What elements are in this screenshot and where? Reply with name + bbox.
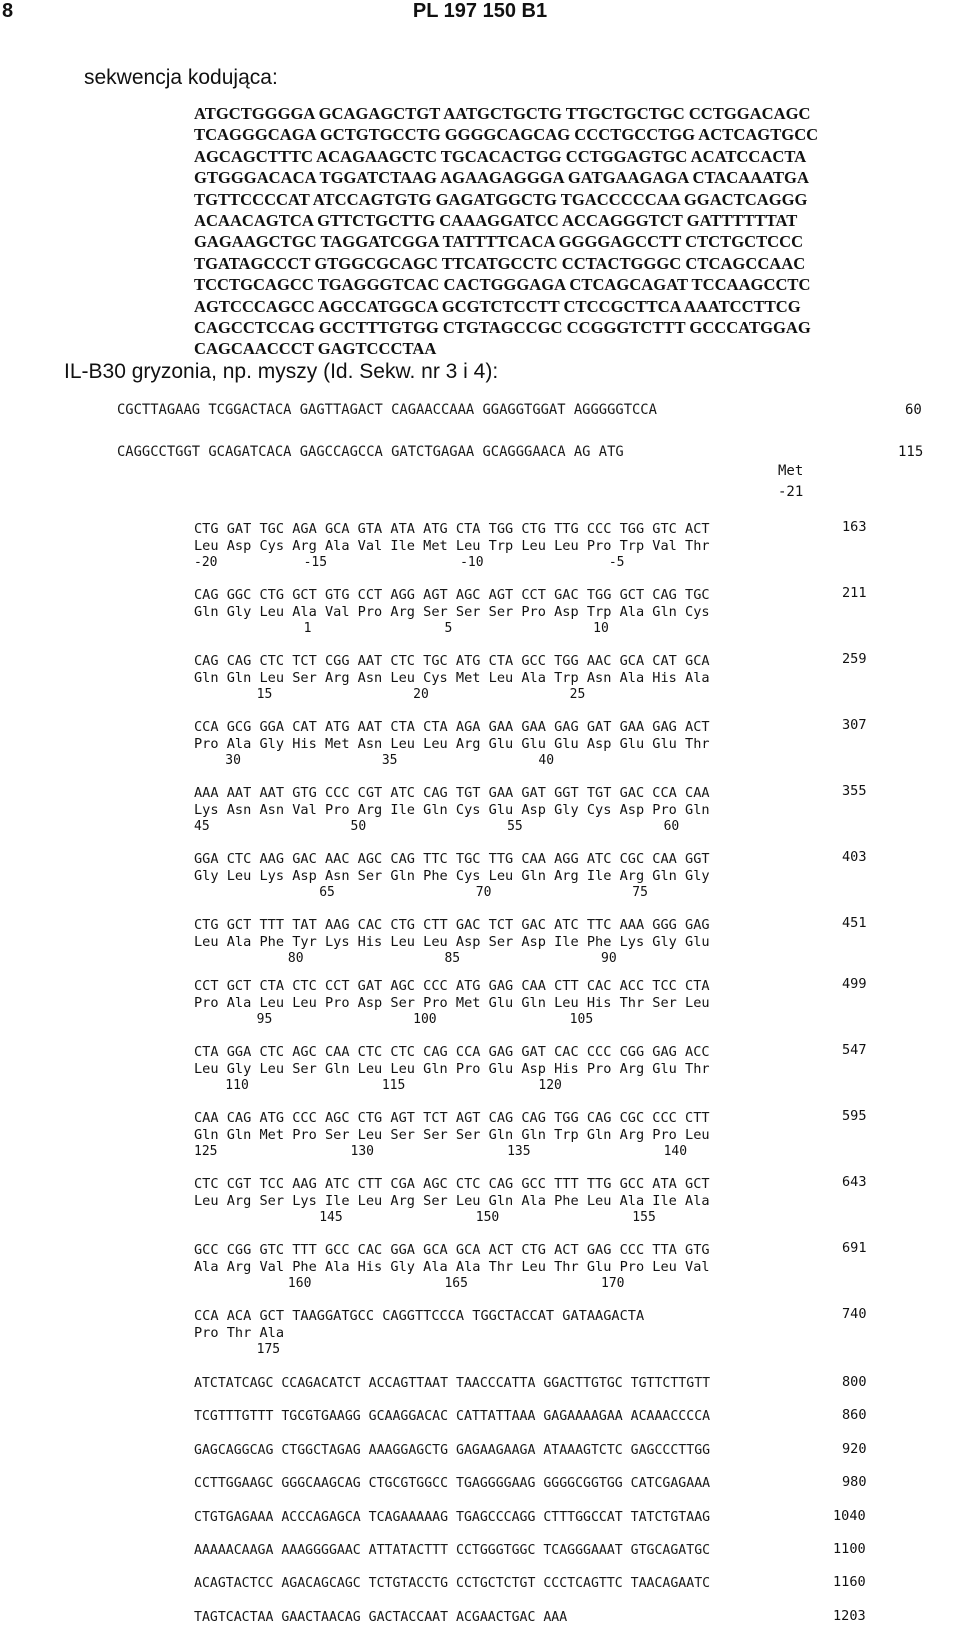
utr3-sequence-line: AAAAACAAGA AAAGGGGAAC ATTATACTTT CCTGGGTGGC TCAGGGAAAT GTGCAGATGC <box>194 1543 711 1558</box>
codon-row: CCT GCT CTA CTC CCT GAT AGC CCC ATG GAG CAA CTT CAC ACC TCC CTA <box>194 978 710 994</box>
residue-number-row: 65 70 75 <box>194 885 648 900</box>
position-number: 211 <box>842 585 867 601</box>
codon-row: CTG GAT TGC AGA GCA GTA ATA ATG CTA TGG CTG TTG CCC TGG GTC ACT <box>194 521 710 537</box>
position-number: 259 <box>842 651 867 667</box>
il-b30-heading: IL-B30 gryzonia, np. myszy (Id. Sekw. nr 3 i 4): <box>64 360 499 383</box>
position-number: 307 <box>842 717 867 733</box>
residue-number-row: 1 5 10 <box>194 621 609 636</box>
coding-sequence-line: GTGGGACACA TGGATCTAAG AGAAGAGGGA GATGAAGAGA CTACAAATGA <box>194 168 809 188</box>
position-number: 115 <box>898 444 924 460</box>
position-number: 643 <box>842 1174 867 1190</box>
position-number: 499 <box>842 976 867 992</box>
position-number: 355 <box>842 783 867 799</box>
position-number: 860 <box>842 1407 867 1424</box>
coding-sequence-line: ACAACAGTCA GTTCTGCTTG CAAAGGATCC ACCAGGGTCT GATTTTTTAT <box>194 210 798 230</box>
position-number: 595 <box>842 1108 867 1124</box>
codon-row: CTG GCT TTT TAT AAG CAC CTG CTT GAC TCT GAC ATC TTC AAA GGG GAG <box>194 917 710 933</box>
coding-sequence-line: AGCAGCTTTC ACAGAAGCTC TGCACACTGG CCTGGAGTGC ACATCCACTA <box>194 146 807 166</box>
residue-number-row: 15 20 25 <box>194 687 586 702</box>
amino-acid-row: Leu Arg Ser Lys Ile Leu Arg Ser Leu Gln Ala Phe Leu Ala Ile Ala <box>194 1193 710 1209</box>
amino-acid-row: Pro Ala Leu Leu Pro Asp Ser Pro Met Glu Gln Leu His Thr Ser Leu <box>194 995 710 1011</box>
residue-number: -21 <box>778 484 804 500</box>
coding-sequence-line: CAGCCTCCAG GCCTTTGTGG CTGTAGCCGC CCGGGTCTTT GCCCATGGAG <box>194 317 811 337</box>
coding-sequence-heading: sekwencja kodująca: <box>84 66 278 89</box>
residue-number-row: 110 115 120 <box>194 1078 562 1093</box>
coding-sequence-line: TCAGGGCAGA GCTGTGCCTG GGGGCAGCAG CCCTGCCTGG ACTCAGTGCC <box>194 125 819 145</box>
codon-row: GGA CTC AAG GAC AAC AGC CAG TTC TGC TTG CAA AGG ATC CGC CAA GGT <box>194 851 710 867</box>
position-number: 800 <box>842 1374 867 1390</box>
utr5-sequence-line: CAGGCCTGGT GCAGATCACA GAGCCAGCCA GATCTGAGAA GCAGGGAACA AG ATG <box>117 444 624 460</box>
utr5-sequence-line: CGCTTAGAAG TCGGACTACA GAGTTAGACT CAGAACCAAA GGAGGTGGAT AGGGGGTCCA <box>117 402 657 418</box>
position-number: 163 <box>842 519 867 535</box>
codon-row: CAG GGC CTG GCT GTG CCT AGG AGT AGC AGT CCT GAC TGG GCT CAG TGC <box>194 587 710 603</box>
coding-sequence-line: CAGCAACCCT GAGTCCCTAA <box>194 339 437 359</box>
position-number: 980 <box>842 1474 867 1491</box>
coding-sequence-line: AGTCCCAGCC AGCCATGGCA GCGTCTCCTT CTCCGCTTCA AAATCCTTCG <box>194 296 801 316</box>
amino-acid-row: Pro Ala Gly His Met Asn Leu Leu Arg Glu Glu Glu Asp Glu Glu Thr <box>194 736 710 752</box>
residue-number-row: 80 85 90 <box>194 951 617 966</box>
residue-number-row: 45 50 55 60 <box>194 819 680 834</box>
page-header: PL 197 150 B1 <box>412 0 548 22</box>
amino-acid-row: Gln Gln Met Pro Ser Leu Ser Ser Ser Gln Gln Trp Gln Arg Pro Leu <box>194 1127 710 1143</box>
start-codon-residue: Met <box>778 463 804 479</box>
coding-sequence-line: GAGAAGCTGC TAGGATCGGA TATTTTCACA GGGGAGCCTT CTCTGCTCCC <box>194 232 804 252</box>
codon-row: GCC CGG GTC TTT GCC CAC GGA GCA GCA ACT CTG ACT GAG CCC TTA GTG <box>194 1242 710 1258</box>
residue-number-row: 30 35 40 <box>194 753 555 768</box>
position-number: 1040 <box>833 1507 866 1524</box>
utr3-sequence-line: TCGTTTGTTT TGCGTGAAGG GCAAGGACAC CATTATTAAA GAGAAAAGAA ACAAACCCCA <box>194 1409 711 1425</box>
residue-number-row: 95 100 105 <box>194 1012 594 1027</box>
codon-row: CAA CAG ATG CCC AGC CTG AGT TCT AGT CAG CAG TGG CAG CGC CCC CTT <box>194 1110 710 1126</box>
position-number: 920 <box>842 1440 867 1457</box>
position-number: 1100 <box>833 1541 866 1557</box>
residue-number-row: 145 150 155 <box>194 1210 656 1225</box>
utr3-sequence-line: TAGTCACTAA GAACTAACAG GACTACCAAT ACGAACTGAC AAA <box>194 1609 568 1625</box>
amino-acid-row: Leu Asp Cys Arg Ala Val Ile Met Leu Trp Leu Leu Pro Trp Val Thr <box>194 538 710 554</box>
position-number: 547 <box>842 1042 867 1058</box>
utr3-sequence-line: CTGTGAGAAA ACCCAGAGCA TCAGAAAAAG TGAGCCCAGG CTTTGGCCAT TATCTGTAAG <box>194 1509 711 1525</box>
position-number: 451 <box>842 915 867 931</box>
amino-acid-row: Leu Gly Leu Ser Gln Leu Leu Gln Pro Glu Asp His Pro Arg Glu Thr <box>194 1061 710 1077</box>
position-number: 403 <box>842 849 867 865</box>
utr3-sequence-line: CCTTGGAAGC GGGCAAGCAG CTGCGTGGCC TGAGGGGAAG GGGGCGGTGG CATCGAGAAA <box>194 1476 711 1492</box>
utr3-sequence-line: ACAGTACTCC AGACAGCAGC TCTGTACCTG CCTGCTCTGT CCCTCAGTTC TAACAGAATC <box>194 1576 711 1592</box>
amino-acid-row: Leu Ala Phe Tyr Lys His Leu Leu Asp Ser Asp Ile Phe Lys Gly Glu <box>194 934 710 950</box>
position-number: 691 <box>842 1240 867 1256</box>
codon-row: CAG CAG CTC TCT CGG AAT CTC TGC ATG CTA GCC TGG AAC GCA CAT GCA <box>194 653 710 669</box>
coding-sequence-line: ATGCTGGGGA GCAGAGCTGT AATGCTGCTG TTGCTGCTGC CCTGGACAGC <box>194 104 811 123</box>
codon-row: CTA GGA CTC AGC CAA CTC CTC CAG CCA GAG GAT CAC CCC CGG GAG ACC <box>194 1044 710 1060</box>
amino-acid-row: Gln Gly Leu Ala Val Pro Arg Ser Ser Ser Pro Asp Trp Ala Gln Cys <box>194 604 710 620</box>
position-number: 1160 <box>833 1574 866 1591</box>
codon-row: CTC CGT TCC AAG ATC CTT CGA AGC CTC CAG GCC TTT TTG GCC ATA GCT <box>194 1176 710 1192</box>
page-number: 8 <box>2 0 14 22</box>
position-number: 740 <box>842 1306 867 1322</box>
amino-acid-row: Gln Gln Leu Ser Arg Asn Leu Cys Met Leu Ala Trp Asn Ala His Ala <box>194 670 710 686</box>
amino-acid-row: Pro Thr Ala <box>194 1325 285 1341</box>
amino-acid-row: Lys Asn Asn Val Pro Arg Ile Gln Cys Glu Asp Gly Cys Asp Pro Gln <box>194 802 710 818</box>
position-number: 1203 <box>833 1607 866 1624</box>
residue-number-row: 160 165 170 <box>194 1276 625 1291</box>
coding-sequence-line: TCCTGCAGCC TGAGGGTCAC CACTGGGAGA CTCAGCAGAT TCCAAGCCTC <box>194 275 811 295</box>
utr3-sequence-line: GAGCAGGCAG CTGGCTAGAG AAAGGAGCTG GAGAAGAAGA ATAAAGTCTC GAGCCCTTGG <box>194 1442 711 1458</box>
amino-acid-row: Gly Leu Lys Asp Asn Ser Gln Phe Cys Leu Gln Arg Ile Arg Gln Gly <box>194 868 710 884</box>
residue-number-row: 175 <box>194 1342 281 1357</box>
position-number: 60 <box>905 402 922 418</box>
coding-sequence-line: TGATAGCCCT GTGGCGCAGC TTCATGCCTC CCTACTGGGC CTCAGCCAAC <box>194 253 806 273</box>
residue-number-row: -20 -15 -10 -5 <box>194 555 625 570</box>
coding-sequence-line: TGTTCCCCAT ATCCAGTGTG GAGATGGCTG TGACCCCCAA GGACTCAGGG <box>194 189 808 209</box>
codon-row: AAA AAT AAT GTG CCC CGT ATC CAG TGT GAA GAT GGT TGT GAC CCA CAA <box>194 785 710 801</box>
codon-row: CCA GCG GGA CAT ATG AAT CTA CTA AGA GAA GAA GAG GAT GAA GAG ACT <box>194 719 710 735</box>
amino-acid-row: Ala Arg Val Phe Ala His Gly Ala Ala Thr Leu Thr Glu Pro Leu Val <box>194 1259 710 1275</box>
utr3-sequence-line: ATCTATCAGC CCAGACATCT ACCAGTTAAT TAACCCATTA GGACTTGTGC TGTTCTTGTT <box>194 1376 711 1391</box>
coding-sequence-block <box>194 103 818 360</box>
residue-number-row: 125 130 135 140 <box>194 1144 688 1159</box>
codon-row: CCA ACA GCT TAAGGATGCC CAGGTTCCCA TGGCTACCAT GATAAGACTA <box>194 1308 645 1324</box>
